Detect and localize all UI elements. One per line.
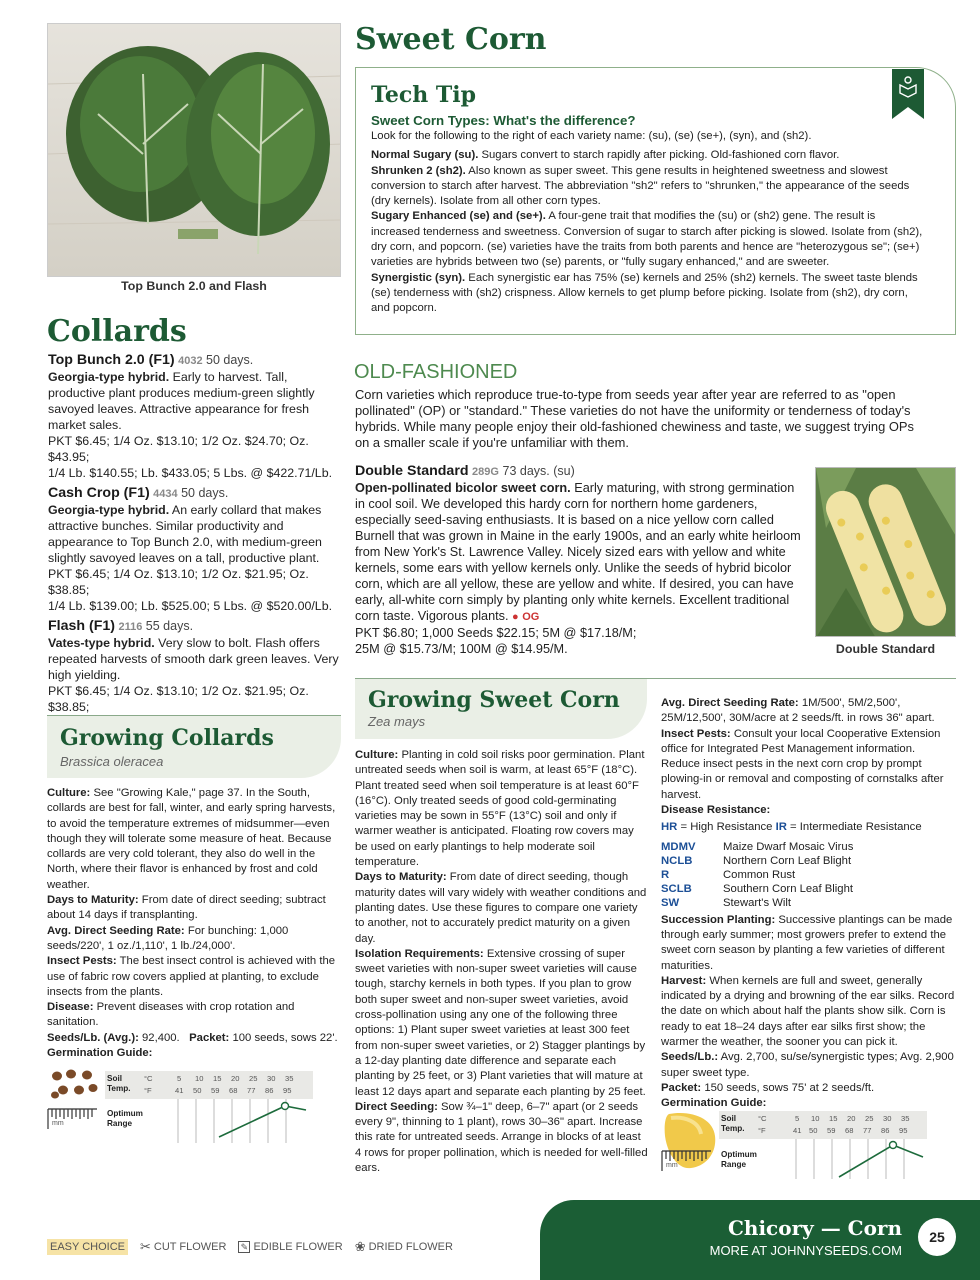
table-row — [661, 868, 853, 882]
label: Disease Resistance: — [661, 804, 771, 817]
label: Direct Seeding: — [355, 1100, 438, 1113]
variety-price: PKT $6.45; 1/4 Oz. $13.10; 1/2 Oz. $21.95; Oz. $38.85; — [48, 567, 309, 597]
text: From date of direct seeding; subtract about 14 days if transplanting. — [47, 894, 326, 922]
label: Normal Sugary (su). — [371, 149, 479, 162]
tick: 68 — [845, 1126, 854, 1135]
tech-tip-title: Tech Tip — [371, 82, 477, 108]
text: 1M/500', 5M/2,500', 25M/12,500', 30M/acre at 2 seeds/ft. in rows 36" apart. — [661, 697, 935, 725]
footer-band — [540, 1200, 980, 1280]
growing-collards-header — [47, 716, 341, 778]
tech-tip-subtitle: Sweet Corn Types: What's the difference? — [371, 113, 636, 128]
sweet-corn-title: Sweet Corn — [355, 22, 547, 57]
variety-type: Georgia-type hybrid. — [48, 370, 170, 384]
range-label: Range — [107, 1118, 133, 1128]
tech-tip-intro: Look for the following to the right of each variety name: (su), (se) (se+), (syn), and (sh2). — [371, 130, 812, 142]
tech-tip-item — [371, 164, 927, 210]
ir-text: = Intermediate Resistance — [786, 821, 922, 834]
table-row — [661, 896, 853, 910]
dried-flower-label: DRIED FLOWER — [368, 1241, 453, 1253]
growing-collards-latin: Brassica oleracea — [60, 754, 164, 769]
tick: 10 — [195, 1074, 204, 1083]
tick: 50 — [809, 1126, 818, 1135]
soil-temp-band — [719, 1111, 927, 1139]
disease-code: SCLB — [661, 882, 692, 895]
variety-name: Double Standard — [355, 463, 469, 479]
label: Harvest: — [661, 974, 707, 987]
corn-germination-guide — [661, 1108, 956, 1180]
disease-code: NCLB — [661, 854, 693, 867]
label: Germination Guide: — [47, 1047, 153, 1060]
label: Sugary Enhanced (se) and (se+). — [371, 210, 546, 223]
text: 150 seeds, sows 75' at 2 seeds/ft. — [701, 1081, 875, 1094]
variety-code: 4434 — [153, 488, 178, 500]
disease-name: Maize Dwarf Mosaic Virus — [723, 840, 854, 853]
text: A four-gene trait that modifies the (su) or (sh2) gene. The result is increased tenderness and sweetness. Conversion of sugar to starch after picking is slowed. Isolate from (sh2), dry corn, and popcorn. (se) varieties have the traits from both parents and hence are "heterozygous se"; (se+) varieties are hybrids between two (se) parents, or "fully sugary enhanced," and are sweeter. — [371, 210, 923, 269]
tick: 41 — [793, 1126, 802, 1135]
label: Culture: — [47, 787, 91, 799]
label: Insect Pests: — [47, 955, 117, 968]
text: Each synergistic ear has 75% (se) kernels and 25% (sh2) kernels. The sweet taste blends (se) tenderness with (sh2) crispness. Allow kernels to get plump before picking. Isolate from (sh2), dry corn, and popcorn. — [371, 271, 918, 315]
fahrenheit-label: °F — [758, 1126, 766, 1135]
resistance-key — [661, 820, 956, 835]
tick: 5 — [177, 1074, 182, 1083]
variety-desc: An early collard that makes attractive bunches. Similar productivity and appearance to Top Bunch 2.0, with medium-green slightly savoyed leaves on a tall, productive plant. — [48, 503, 322, 565]
text: Successive plantings can be made through early summer; most growers prefer to extend the sweet corn season by planting a few varieties of different maturities. — [661, 913, 953, 972]
optimum-label: Optimum — [107, 1109, 143, 1118]
tick: 59 — [211, 1086, 220, 1095]
tech-tip-body — [371, 113, 927, 317]
variety-desc: Early to harvest. Tall, productive plant produces medium-green slightly savoyed leaves. Attractive appearance for fresh market sales. — [48, 370, 315, 432]
growing-sweet-corn-col2 — [661, 696, 956, 1112]
disease-code: R — [661, 868, 670, 881]
footer-section-title: Chicory — Corn — [728, 1216, 902, 1240]
text: When kernels are full and sweet, generally indicated by a drying and browning of the ear silks. Record the date on which about half the plants show silk. Corn is ready to eat 18–24 days after ear silks first show; the warmer the weather, the sooner you can pick it. — [661, 974, 955, 1049]
text: 100 seeds, sows 22'. — [229, 1031, 338, 1044]
old-fashioned-text: Corn varieties which reproduce true-to-type from seeds year after year are referred to as "open pollinated" (OP) or "standard." These varieties do not have the uniformity or tenderness of today's hybrids. While many people enjoy their old-fashioned chewiness and taste, we suggest trying OPs on a smaller scale if you're unfamiliar with them. — [355, 387, 914, 450]
tick: 68 — [229, 1086, 238, 1095]
tick: 77 — [863, 1126, 872, 1135]
soil-label: Soil — [721, 1114, 737, 1123]
text: Also known as super sweet. This gene results in heightened sweetness and slowest conversion to starch after harvest. The abbreviation "sh2" refers to "shrunken," the appearance of the seeds (dry kernels). Isolate from all other corn types. — [371, 164, 910, 208]
double-standard-caption: Double Standard — [835, 642, 936, 656]
hr-code: HR — [661, 821, 678, 834]
label: Packet: — [661, 1081, 702, 1094]
variety-days: 50 days. — [181, 486, 229, 500]
label: Seeds/Lb.: — [661, 1051, 719, 1064]
organic-icon: ● — [512, 611, 519, 623]
tick: 59 — [827, 1126, 836, 1135]
bookmark-icon — [892, 69, 924, 119]
label: Culture: — [355, 749, 399, 761]
disease-table — [661, 840, 853, 910]
label: Germination Guide: — [661, 1097, 767, 1110]
tick: 77 — [247, 1086, 256, 1095]
variety-cash-crop — [48, 485, 340, 614]
range-label: Range — [721, 1159, 747, 1169]
page-number: 25 — [929, 1229, 945, 1245]
dried-flower-icon: ❀ — [354, 1239, 366, 1254]
label: Shrunken 2 (sh2). — [371, 164, 466, 177]
optimum-range-label — [107, 1109, 143, 1128]
mm-label: mm — [666, 1162, 678, 1169]
label: Synergistic (syn). — [371, 271, 466, 284]
optimum-range-graph — [661, 1139, 956, 1181]
edible-flower-label: EDIBLE FLOWER — [253, 1241, 343, 1253]
temp-label: Temp. — [107, 1083, 131, 1093]
variety-days: 55 days. — [145, 619, 194, 633]
variety-name: Top Bunch 2.0 (F1) — [48, 352, 175, 368]
collards-photo — [47, 23, 341, 277]
label: Disease: — [47, 1001, 94, 1014]
text: Prevent diseases with crop rotation and sanitation. — [47, 1001, 295, 1029]
variety-price: 25M @ $15.73/M; 100M @ $14.95/M. — [355, 642, 568, 656]
double-standard-photo — [815, 467, 956, 637]
tick: 86 — [881, 1126, 890, 1135]
soil-temp-label — [721, 1114, 745, 1133]
variety-days: 50 days. — [206, 353, 254, 367]
easy-choice-badge: EASY CHOICE — [47, 1239, 128, 1255]
soil-label: Soil — [107, 1074, 123, 1083]
text: For bunching: 1,000 seeds/220', 1 oz./1,110', 1 lb./24,000'. — [47, 924, 289, 952]
text: See "Growing Kale," page 37. In the South, collards are best for fall, winter, and early spring harvests, to avoid the temperature extremes of midsummer—even though they will tolerate some measure of heat. Because collards are very cold tolerant, they also do well in the North, where their flavor is enhanced by frost and cold weather. — [47, 787, 336, 891]
tick: 95 — [899, 1126, 908, 1135]
label: Avg. Direct Seeding Rate: — [47, 924, 185, 937]
label: Avg. Direct Seeding Rate: — [661, 697, 799, 709]
tick: 35 — [285, 1074, 294, 1083]
variety-price: 1/4 Lb. $139.00; Lb. $525.00; 5 Lbs. @ $520.00/Lb. — [48, 599, 333, 613]
temp-label: Temp. — [721, 1123, 745, 1133]
tick: 25 — [865, 1114, 874, 1123]
tick: 35 — [901, 1114, 910, 1123]
optimum-label: Optimum — [721, 1150, 757, 1159]
disease-code: MDMV — [661, 840, 696, 853]
celsius-label: °C — [758, 1114, 767, 1123]
tick: 86 — [265, 1086, 274, 1095]
variety-code: 289G — [472, 466, 499, 478]
page-number-badge — [918, 1218, 956, 1256]
growing-collards-title: Growing Collards — [60, 725, 274, 751]
tech-tip-item — [371, 271, 927, 317]
growing-sweet-corn-latin: Zea mays — [368, 714, 426, 729]
growing-collards-body — [47, 786, 339, 1061]
tick: 41 — [175, 1086, 184, 1095]
variety-code: 2116 — [118, 621, 143, 633]
variety-desc: Early maturing, with strong germination in cool soil. We developed this hardy corn for northern home gardeners, especially seed-saving enthusiasts. It is based on a nice yellow corn called Burnell that was grown in Maine in the early 1900s, and an early white heirloom from New York's St. Lawrence Valley. Nicely sized ears with yellow and white kernels, some ears with yellow kernels only. Unlike the seeds of hybrid bicolor corn, which are all yellow, these are yellow and white. If desired, you can have early, all-white corn simply by planting only white kernels. Excellent traditional corn taste. Vigorous plants. — [355, 481, 801, 623]
collard-seeds-icon — [49, 1068, 99, 1100]
tick: 15 — [213, 1074, 222, 1083]
label: Packet: — [189, 1031, 230, 1044]
disease-name: Northern Corn Leaf Blight — [723, 854, 852, 867]
hr-text: = High Resistance — [677, 821, 776, 834]
variety-days: 73 days. (su) — [502, 464, 575, 478]
tick: 5 — [795, 1114, 800, 1123]
tech-tip-box — [355, 67, 956, 335]
text: Sow ¾–1" deep, 6–7" apart (or 2 seeds every 9", thinning to 1 plant), rows 30–36" apart. Increase this rate for untreated seeds. Arrange in blocks of at least 4 rows for proper pollination, which is needed for well-filled ears. — [355, 1100, 648, 1175]
collards-photo-caption: Top Bunch 2.0 and Flash — [121, 279, 267, 293]
old-fashioned-heading: OLD-FASHIONED — [354, 361, 518, 383]
scissors-icon: ✂ — [140, 1239, 151, 1254]
legend — [47, 1238, 453, 1256]
label: Seeds/Lb. (Avg.): — [47, 1031, 139, 1044]
tick: 15 — [829, 1114, 838, 1123]
soil-temp-band — [105, 1071, 313, 1099]
tick: 30 — [267, 1074, 276, 1083]
disease-name: Common Rust — [723, 868, 796, 881]
ir-code: IR — [775, 821, 787, 834]
fahrenheit-label: °F — [144, 1086, 152, 1095]
variety-price: PKT $6.45; 1/4 Oz. $13.10; 1/2 Oz. $24.70; Oz. $43.95; — [48, 434, 309, 464]
optimum-range-graph — [47, 1099, 315, 1147]
tick: 25 — [249, 1074, 258, 1083]
variety-type: Georgia-type hybrid. — [48, 503, 170, 517]
tech-tip-item — [371, 209, 927, 270]
text: 92,400. — [138, 1031, 180, 1044]
variety-price: 1/4 Lb. $140.55; Lb. $433.05; 5 Lbs. @ $422.71/Lb. — [48, 466, 333, 480]
growing-sweet-corn-header — [355, 679, 647, 739]
collards-germination-guide — [47, 1066, 315, 1146]
disease-code: SW — [661, 896, 680, 909]
table-row — [661, 840, 853, 854]
disease-name: Stewart's Wilt — [723, 896, 792, 909]
variety-type: Vates-type hybrid. — [48, 636, 155, 650]
table-row — [661, 854, 853, 868]
footer-website-link[interactable]: MORE AT JOHNNYSEEDS.COM — [709, 1243, 902, 1258]
tick: 50 — [193, 1086, 202, 1095]
variety-type: Open-pollinated bicolor sweet corn. — [355, 481, 571, 495]
variety-price: PKT $6.80; 1,000 Seeds $22.15; 5M @ $17.18/M; — [355, 626, 637, 640]
mm-label: mm — [52, 1120, 64, 1127]
collards-variety-list — [48, 352, 340, 731]
growing-sweet-corn-title: Growing Sweet Corn — [368, 687, 620, 713]
variety-double-standard — [355, 463, 807, 657]
og-badge: OG — [522, 611, 540, 623]
tick: 20 — [231, 1074, 240, 1083]
text: Planting in cold soil risks poor germination. Plant untreated seeds when soil is warm, at least 65°F (18°C). Plant treated seed when soil temperature is at least 60°F (16°C). Only treated seeds of good cold-germinating varieties may be sown in 55°F (13°C) soil and only if warmer weather is anticipated. Floating row covers may be used on early plantings to help moderate soil temperature. — [355, 749, 645, 869]
soil-temp-label — [107, 1074, 131, 1093]
text: Extensive crossing of super sweet varieties with non-super sweet varieties will cause tough, starchy kernels in both types. If you plan to grow both super sweet and non-super sweet varieties, avoid cross-pollination using any one of the following three options: 1) Plant super sweet varieties at least 300 feet from non-super sweet varieties, or 2) Stagger plantings by a 12-day planting date difference and separate each planting by 25 feet, or 3) Plant varieties that will mature at least 12 days apart and separate each planting by 25 feet. — [355, 947, 646, 1098]
optimum-range-label — [721, 1150, 757, 1169]
label: Days to Maturity: — [47, 894, 139, 907]
tick: 20 — [847, 1114, 856, 1123]
variety-code: 4032 — [178, 355, 203, 367]
edible-flower-icon: ✎ — [238, 1241, 250, 1253]
variety-price: PKT $6.45; 1/4 Oz. $13.10; 1/2 Oz. $21.95; Oz. $38.85; — [48, 684, 309, 714]
label: Days to Maturity: — [355, 871, 447, 884]
variety-name: Cash Crop (F1) — [48, 485, 150, 501]
cut-flower-label: CUT FLOWER — [153, 1241, 227, 1253]
collards-title: Collards — [47, 314, 187, 349]
text: The best insect control is achieved with the use of fabric row covers applied at planting, to exclude insects from the plants. — [47, 955, 336, 998]
celsius-label: °C — [144, 1074, 153, 1083]
tick: 10 — [811, 1114, 820, 1123]
table-row — [661, 882, 853, 896]
variety-name: Flash (F1) — [48, 618, 116, 634]
growing-sweet-corn-col1 — [355, 748, 648, 1176]
text: Avg. 2,700, su/se/synergistic types; Avg. 2,900 super sweet type. — [661, 1051, 954, 1079]
disease-name: Southern Corn Leaf Blight — [723, 882, 853, 895]
text: Sugars convert to starch rapidly after picking. Old-fashioned corn flavor. — [478, 149, 840, 162]
variety-top-bunch — [48, 352, 340, 481]
tick: 95 — [283, 1086, 292, 1095]
label: Succession Planting: — [661, 913, 776, 926]
variety-desc: Very slow to bolt. Flash offers repeated harvests of smooth dark green leaves. Very high yielding. — [48, 636, 339, 682]
label: Insect Pests: — [661, 727, 731, 740]
tech-tip-item — [371, 148, 927, 163]
text: From date of direct seeding, though maturity dates will vary widely with weather conditions and planting dates. Use these figures to compare one variety to another, not to accurately predict maturity on a given day. — [355, 871, 647, 945]
text: Consult your local Cooperative Extension office for Integrated Pest Management information. Reduce insect pests in the next corn crop by prompt plowing-in or removal and composting of cornstalks after harvest. — [661, 727, 944, 801]
label: Isolation Requirements: — [355, 947, 484, 960]
tick: 30 — [883, 1114, 892, 1123]
